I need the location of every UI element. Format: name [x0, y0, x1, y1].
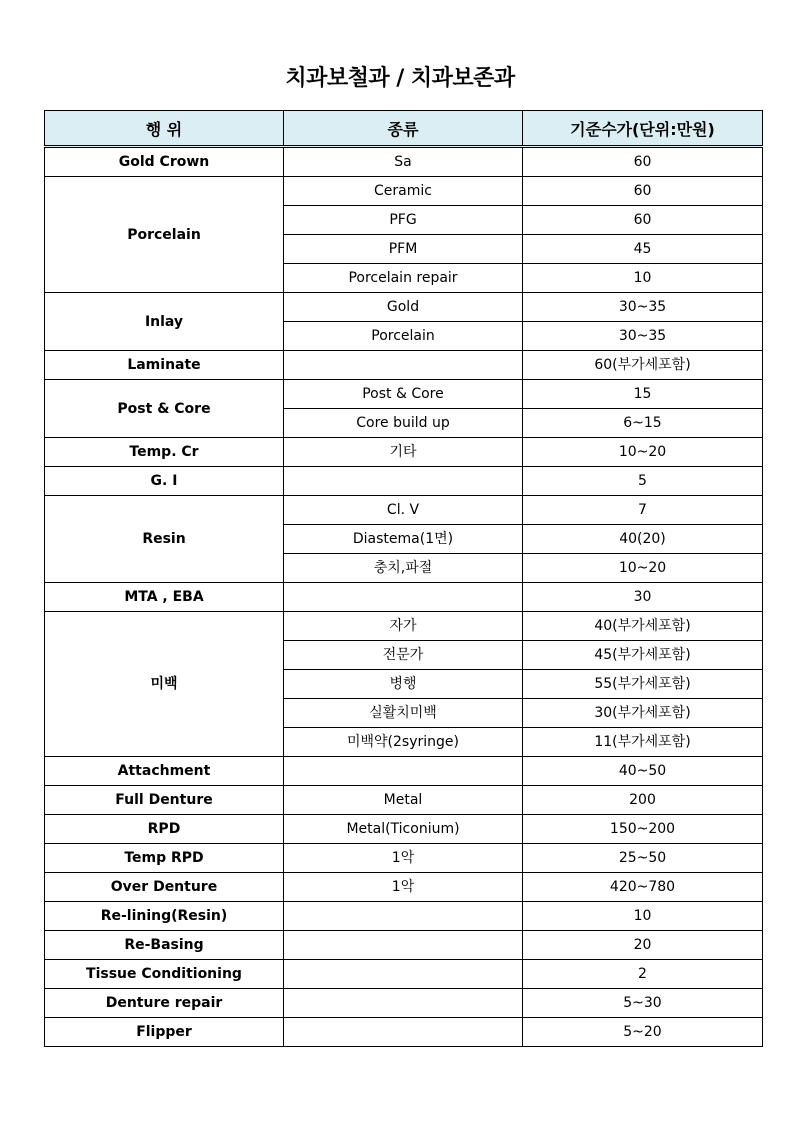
procedure-cell: Temp RPD — [45, 844, 284, 873]
kind-cell: Cl. V — [284, 496, 523, 525]
kind-cell: PFM — [284, 235, 523, 264]
table-row — [45, 873, 763, 902]
fee-cell: 40(부가세포함) — [523, 612, 763, 641]
procedure-cell: Inlay — [45, 293, 284, 351]
fee-cell: 30~35 — [523, 293, 763, 322]
kind-cell: Ceramic — [284, 177, 523, 206]
document-title: 치과보철과 / 치과보존과 — [285, 66, 515, 91]
kind-cell: 실활치미백 — [284, 699, 523, 728]
fee-cell: 2 — [523, 960, 763, 989]
table-row — [45, 931, 763, 960]
kind-cell: Gold — [284, 293, 523, 322]
fee-cell: 10~20 — [523, 438, 763, 467]
fee-cell: 60 — [523, 206, 763, 235]
procedure-cell: MTA , EBA — [45, 583, 284, 612]
kind-cell — [284, 757, 523, 786]
table-row — [45, 757, 763, 786]
table-row — [45, 351, 763, 380]
fee-cell: 200 — [523, 786, 763, 815]
fee-cell: 60 — [523, 147, 763, 177]
fee-cell: 30 — [523, 583, 763, 612]
fee-cell: 55(부가세포함) — [523, 670, 763, 699]
table-row — [45, 380, 763, 409]
fee-cell: 150~200 — [523, 815, 763, 844]
table-row — [45, 989, 763, 1018]
table-row — [45, 960, 763, 989]
fee-cell: 30(부가세포함) — [523, 699, 763, 728]
table-header-row — [45, 111, 763, 147]
table-row — [45, 467, 763, 496]
table-row — [45, 438, 763, 467]
kind-cell — [284, 351, 523, 380]
kind-cell: 자가 — [284, 612, 523, 641]
header-procedure: 행 위 — [45, 111, 284, 147]
table-row — [45, 612, 763, 641]
table-row — [45, 583, 763, 612]
kind-cell — [284, 583, 523, 612]
fee-cell: 40(20) — [523, 525, 763, 554]
header-fee: 기준수가(단위:만원) — [523, 111, 763, 147]
procedure-cell: G. I — [45, 467, 284, 496]
kind-cell: 충치,파절 — [284, 554, 523, 583]
kind-cell: Porcelain repair — [284, 264, 523, 293]
fee-cell: 10 — [523, 264, 763, 293]
fee-cell: 60(부가세포함) — [523, 351, 763, 380]
kind-cell — [284, 467, 523, 496]
procedure-cell: Resin — [45, 496, 284, 583]
table-row — [45, 902, 763, 931]
procedure-cell: Flipper — [45, 1018, 284, 1047]
procedure-cell: Gold Crown — [45, 147, 284, 177]
procedure-cell: Post & Core — [45, 380, 284, 438]
procedure-cell: Porcelain — [45, 177, 284, 293]
kind-cell — [284, 902, 523, 931]
table-row — [45, 815, 763, 844]
table-row — [45, 293, 763, 322]
kind-cell — [284, 1018, 523, 1047]
kind-cell: Post & Core — [284, 380, 523, 409]
kind-cell: 병행 — [284, 670, 523, 699]
procedure-cell: Denture repair — [45, 989, 284, 1018]
table-row — [45, 147, 763, 177]
kind-cell: Metal — [284, 786, 523, 815]
procedure-cell: Tissue Conditioning — [45, 960, 284, 989]
table-row — [45, 786, 763, 815]
fee-table — [44, 110, 763, 1047]
fee-cell: 10 — [523, 902, 763, 931]
kind-cell — [284, 989, 523, 1018]
fee-cell: 7 — [523, 496, 763, 525]
fee-cell: 15 — [523, 380, 763, 409]
kind-cell: 미백약(2syringe) — [284, 728, 523, 757]
table-row — [45, 1018, 763, 1047]
fee-cell: 40~50 — [523, 757, 763, 786]
kind-cell: Metal(Ticonium) — [284, 815, 523, 844]
procedure-cell: Re-Basing — [45, 931, 284, 960]
kind-cell — [284, 931, 523, 960]
kind-cell: 전문가 — [284, 641, 523, 670]
kind-cell: 1악 — [284, 873, 523, 902]
fee-cell: 420~780 — [523, 873, 763, 902]
procedure-cell: Over Denture — [45, 873, 284, 902]
procedure-cell: RPD — [45, 815, 284, 844]
fee-cell: 5 — [523, 467, 763, 496]
procedure-cell: Laminate — [45, 351, 284, 380]
procedure-cell: 미백 — [45, 612, 284, 757]
fee-cell: 60 — [523, 177, 763, 206]
kind-cell: PFG — [284, 206, 523, 235]
kind-cell: Core build up — [284, 409, 523, 438]
kind-cell: 1악 — [284, 844, 523, 873]
fee-cell: 45 — [523, 235, 763, 264]
kind-cell: Diastema(1면) — [284, 525, 523, 554]
fee-cell: 25~50 — [523, 844, 763, 873]
kind-cell: Porcelain — [284, 322, 523, 351]
fee-cell: 5~30 — [523, 989, 763, 1018]
fee-cell: 10~20 — [523, 554, 763, 583]
table-row — [45, 496, 763, 525]
fee-cell: 45(부가세포함) — [523, 641, 763, 670]
procedure-cell: Attachment — [45, 757, 284, 786]
header-kind: 종류 — [284, 111, 523, 147]
fee-cell: 11(부가세포함) — [523, 728, 763, 757]
kind-cell: Sa — [284, 147, 523, 177]
procedure-cell: Temp. Cr — [45, 438, 284, 467]
procedure-cell: Re-lining(Resin) — [45, 902, 284, 931]
procedure-cell: Full Denture — [45, 786, 284, 815]
kind-cell — [284, 960, 523, 989]
fee-cell: 6~15 — [523, 409, 763, 438]
table-row — [45, 844, 763, 873]
kind-cell: 기타 — [284, 438, 523, 467]
fee-cell: 30~35 — [523, 322, 763, 351]
fee-cell: 20 — [523, 931, 763, 960]
table-body — [45, 147, 763, 1047]
fee-cell: 5~20 — [523, 1018, 763, 1047]
table-row — [45, 177, 763, 206]
